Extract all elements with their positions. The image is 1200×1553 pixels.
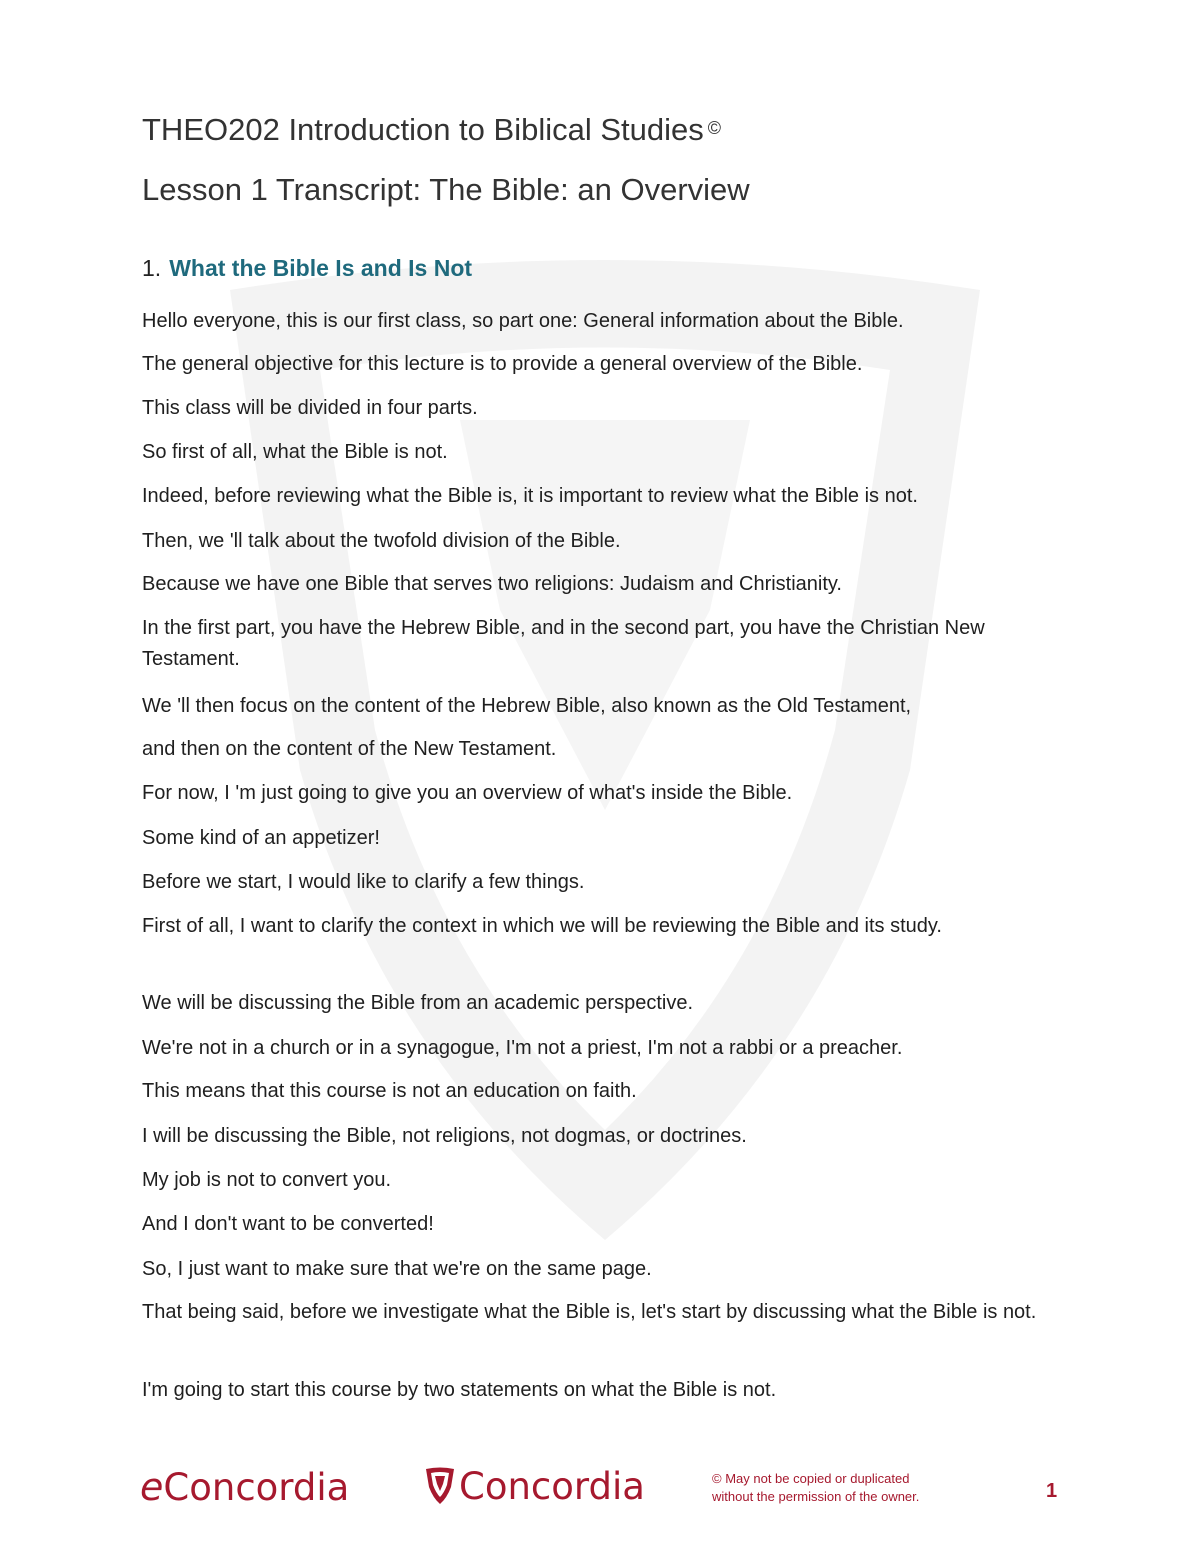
paragraph: The general objective for this lecture is to provide a general overview of the Bible. bbox=[142, 353, 863, 375]
document-subtitle: Lesson 1 Transcript: The Bible: an Overview bbox=[142, 172, 750, 207]
econcordia-logo-prefix: e bbox=[140, 1465, 164, 1509]
paragraph: Because we have one Bible that serves two religions: Judaism and Christianity. bbox=[142, 573, 842, 595]
paragraph: In the first part, you have the Hebrew Bible, and in the second part, you have the Christian New Testament. bbox=[142, 617, 985, 670]
copyright-notice bbox=[712, 1470, 919, 1506]
document-title-text: THEO202 Introduction to Biblical Studies bbox=[142, 112, 704, 147]
paragraph: I will be discussing the Bible, not religions, not dogmas, or doctrines. bbox=[142, 1125, 747, 1147]
paragraph: We 'll then focus on the content of the Hebrew Bible, also known as the Old Testament, bbox=[142, 695, 912, 717]
copyright-symbol: © bbox=[707, 118, 722, 138]
paragraph: Then, we 'll talk about the twofold division of the Bible. bbox=[142, 530, 621, 552]
paragraph: Some kind of an appetizer! bbox=[142, 827, 380, 849]
paragraph: So first of all, what the Bible is not. bbox=[142, 441, 448, 463]
paragraph: My job is not to convert you. bbox=[142, 1169, 392, 1191]
paragraph: First of all, I want to clarify the context in which we will be reviewing the Bible and its study. bbox=[142, 915, 942, 937]
paragraph: Before we start, I would like to clarify a few things. bbox=[142, 871, 585, 893]
page-number: 1 bbox=[1046, 1480, 1058, 1502]
shield-icon bbox=[425, 1467, 455, 1505]
section-title: What the Bible Is and Is Not bbox=[169, 255, 473, 281]
paragraph: We're not in a church or in a synagogue, I'm not a priest, I'm not a rabbi or a preacher. bbox=[142, 1037, 903, 1059]
section-number: 1. bbox=[142, 255, 162, 281]
copyright-notice-line: without the permission of the owner. bbox=[712, 1489, 920, 1504]
document-title bbox=[142, 112, 721, 148]
paragraph: Hello everyone, this is our first class, so part one: General information about the Bible. bbox=[142, 310, 904, 332]
paragraph: Indeed, before reviewing what the Bible is, it is important to review what the Bible is not. bbox=[142, 485, 918, 507]
concordia-logo-name: Concordia bbox=[459, 1465, 645, 1508]
paragraph: This class will be divided in four parts. bbox=[142, 397, 478, 419]
copyright-notice-line: © May not be copied or duplicated bbox=[712, 1471, 910, 1486]
econcordia-logo bbox=[140, 1465, 349, 1509]
paragraph: This means that this course is not an education on faith. bbox=[142, 1080, 637, 1102]
section-heading bbox=[142, 255, 472, 282]
concordia-logo bbox=[425, 1465, 645, 1508]
paragraph: and then on the content of the New Testament. bbox=[142, 738, 557, 760]
paragraph: We will be discussing the Bible from an academic perspective. bbox=[142, 992, 693, 1014]
paragraph: That being said, before we investigate what the Bible is, let's start by discussing what the Bible is not. bbox=[142, 1301, 1037, 1323]
econcordia-logo-name: Concordia bbox=[163, 1466, 350, 1509]
paragraph: For now, I 'm just going to give you an overview of what's inside the Bible. bbox=[142, 782, 793, 804]
paragraph: So, I just want to make sure that we're on the same page. bbox=[142, 1258, 652, 1280]
paragraph: And I don't want to be converted! bbox=[142, 1213, 434, 1235]
paragraph: I'm going to start this course by two statements on what the Bible is not. bbox=[142, 1379, 777, 1401]
